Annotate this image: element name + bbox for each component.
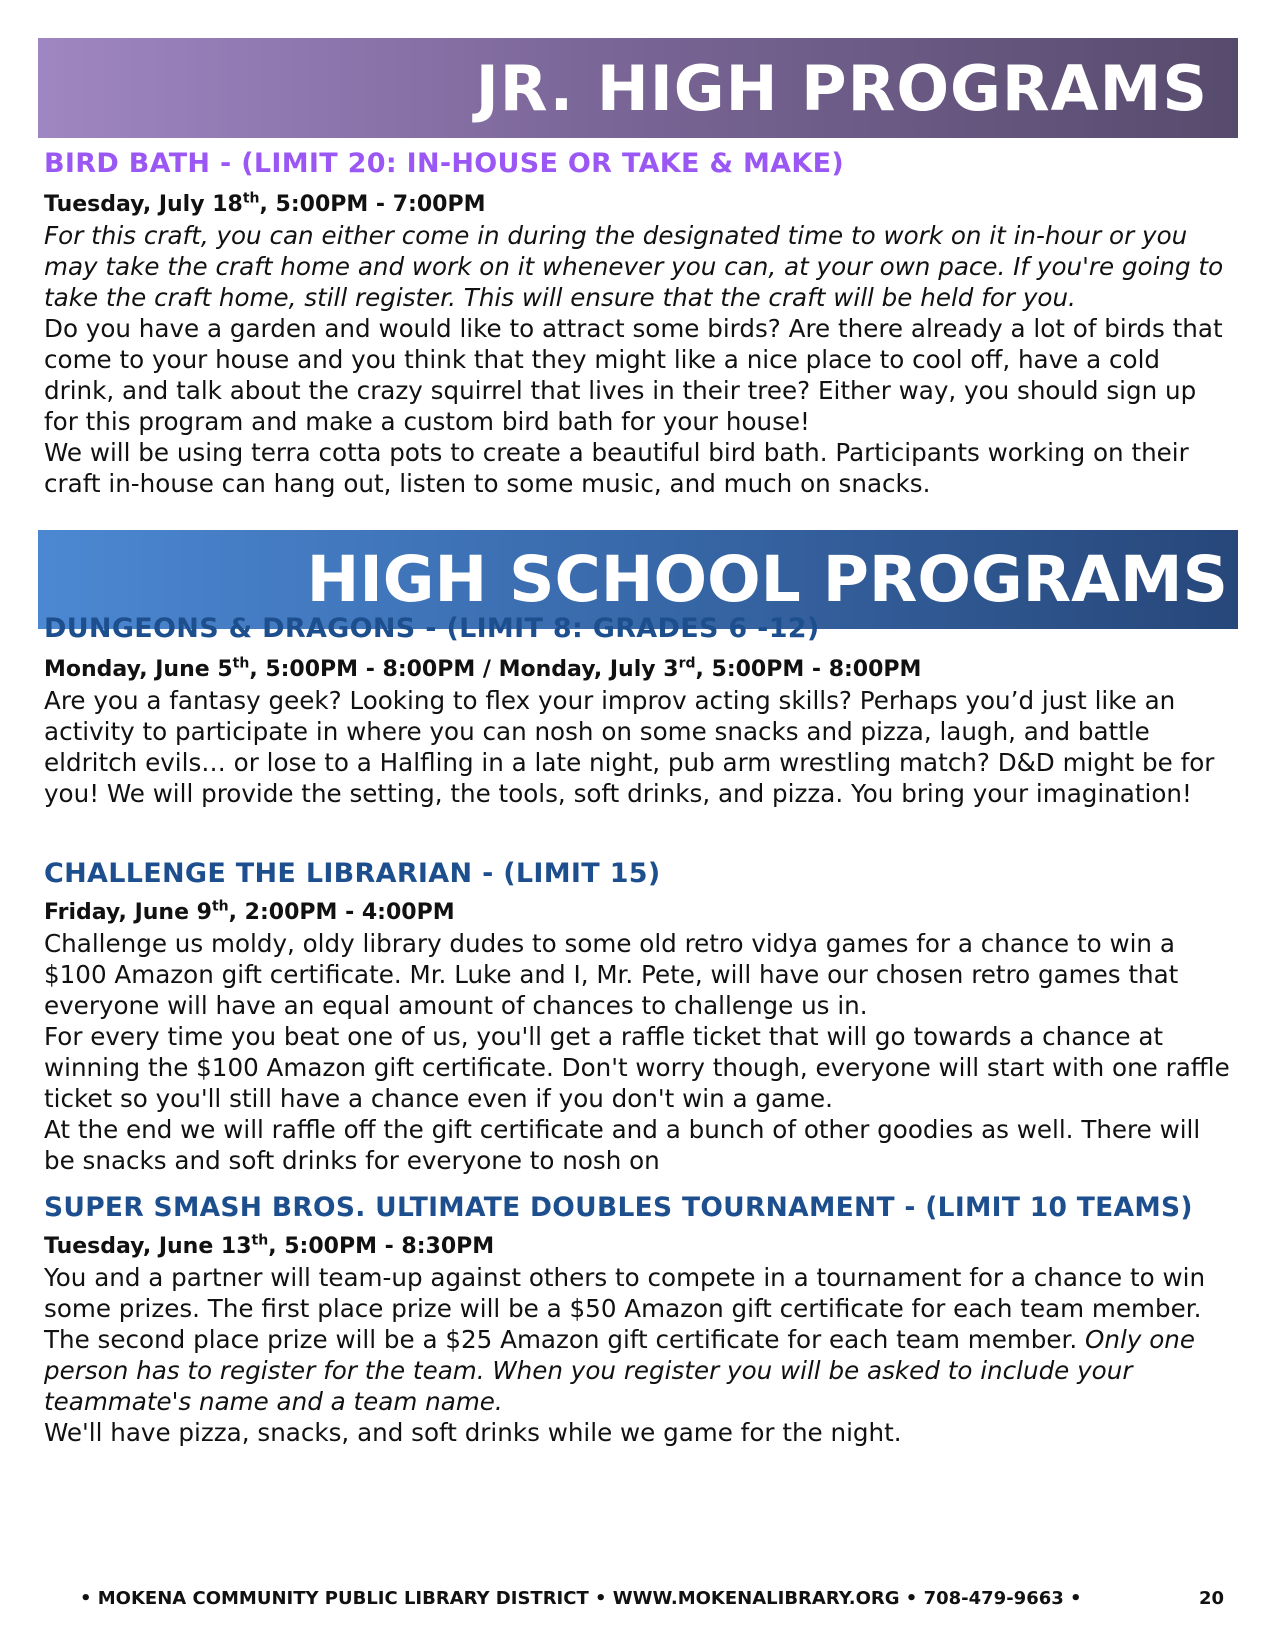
program-dungeons-dragons: [44, 611, 1234, 809]
description-paragraph: At the end we will raffle off the gift certificate and a bunch of other goodies as well. There will be snacks and soft drinks for everyone to nosh on: [44, 1115, 1201, 1175]
description-paragraph: Do you have a garden and would like to attract some birds? Are there already a lot of birds that come to your house and you think that they might like a nice place to cool off, have a cold drink, and talk about the crazy squirrel that lives in their tree? Either way, you should sign up for this program and make a custom bird bath for your house!: [44, 314, 1223, 436]
footer-contact: • MOKENA COMMUNITY PUBLIC LIBRARY DISTRICT • WWW.MOKENALIBRARY.ORG • 708-479-9663 •: [80, 1588, 1082, 1609]
program-date: Tuesday, July 18th, 5:00PM - 7:00PM: [44, 190, 486, 217]
program-title: DUNGEONS & DRAGONS - (LIMIT 8: GRADES 6 -12): [44, 613, 820, 644]
high-school-heading: HIGH SCHOOL PROGRAMS: [306, 543, 1228, 616]
program-description: [44, 928, 1234, 1176]
page-number: 20: [1198, 1588, 1224, 1609]
program-challenge-librarian: [44, 856, 1234, 1176]
description-paragraph: Are you a fantasy geek? Looking to flex your improv acting skills? Perhaps you’d just like an activity to participate in where you can nosh on some snacks and pizza, laugh, and battle eldritch evils… or lose to a Halfling in a late night, pub arm wrestling match? D&D might be for you! We will provide the setting, the tools, soft drinks, and pizza. You bring your imagination!: [44, 686, 1215, 808]
program-title: CHALLENGE THE LIBRARIAN - (LIMIT 15): [44, 858, 661, 889]
description-paragraph: For every time you beat one of us, you'll get a raffle ticket that will go towards a chance at winning the $100 Amazon gift certificate. Don't worry though, everyone will start with one raffle ticket so you'll still have a chance even if you don't win a game.: [44, 1022, 1230, 1113]
craft-note: For this craft, you can either come in during the designated time to work on it in-hour or you may take the craft home and work on it whenever you can, at your own pace. If you're going to take the craft home, still register. This will ensure that the craft will be held for you.: [44, 221, 1224, 312]
program-title: BIRD BATH - (LIMIT 20: IN-HOUSE OR TAKE & MAKE): [44, 148, 844, 179]
program-date: Tuesday, June 13th, 5:00PM - 8:30PM: [44, 1232, 495, 1259]
description-paragraph: We will be using terra cotta pots to create a beautiful bird bath. Participants working on their craft in-house can hang out, listen to some music, and much on snacks.: [44, 438, 1189, 498]
program-smash-bros: [44, 1190, 1234, 1448]
program-date: Friday, June 9th, 2:00PM - 4:00PM: [44, 898, 455, 925]
program-description: [44, 220, 1234, 499]
program-description: [44, 685, 1234, 809]
description-paragraph: You and a partner will team-up against others to compete in a tournament for a chance to win some prizes. The first place prize will be a $50 Amazon gift certificate for each team member. The second place prize will be a $25 Amazon gift certificate for each team member. Only one person has to register for the team. When you register you will be asked to include your teammate's name and a team name.: [44, 1263, 1206, 1416]
jr-high-banner: [38, 38, 1238, 138]
program-date: Monday, June 5th, 5:00PM - 8:00PM / Monday, July 3rd, 5:00PM - 8:00PM: [44, 655, 922, 682]
description-paragraph: Challenge us moldy, oldy library dudes to some old retro vidya games for a chance to win a $100 Amazon gift certificate. Mr. Luke and I, Mr. Pete, will have our chosen retro games that everyone will have an equal amount of chances to challenge us in.: [44, 929, 1179, 1020]
program-description: [44, 1262, 1234, 1448]
jr-high-heading: JR. HIGH PROGRAMS: [475, 51, 1208, 125]
description-paragraph: We'll have pizza, snacks, and soft drinks while we game for the night.: [44, 1418, 902, 1447]
registration-note: Only one person has to register for the team. When you register you will be asked to include your teammate's name and a team name.: [44, 1325, 1195, 1416]
program-bird-bath: [44, 146, 1234, 499]
program-title: SUPER SMASH BROS. ULTIMATE DOUBLES TOURNAMENT - (LIMIT 10 TEAMS): [44, 1192, 1193, 1223]
